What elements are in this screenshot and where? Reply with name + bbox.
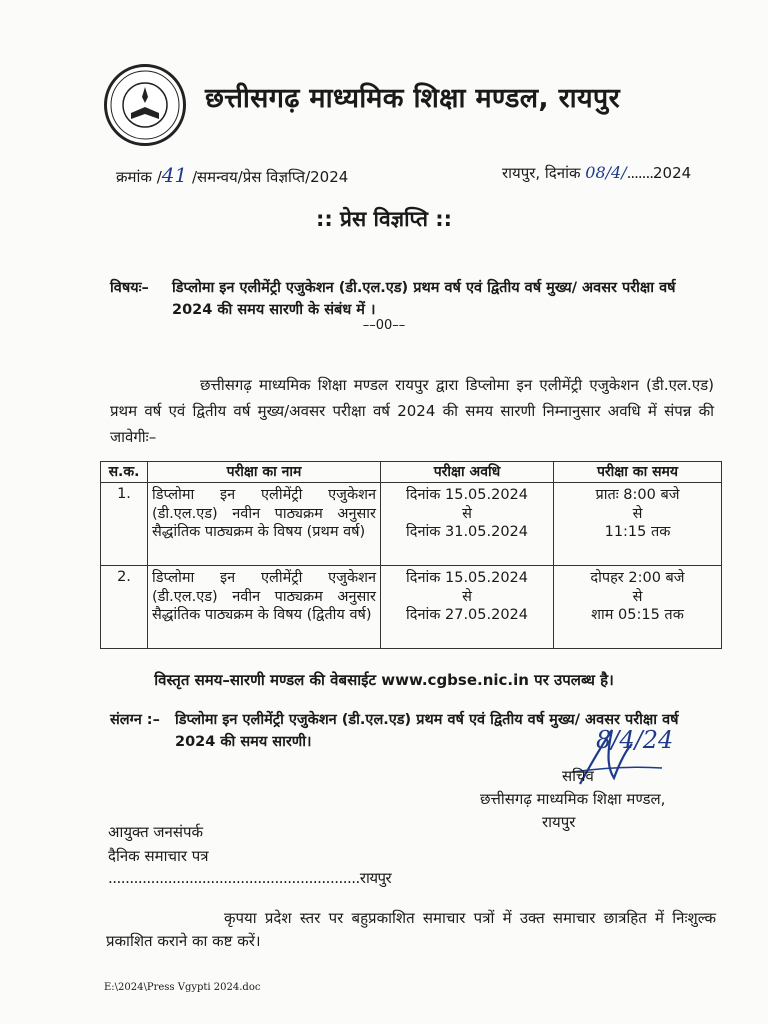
reference-suffix: /समन्वय/प्रेस विज्ञप्ति/2024 xyxy=(191,168,349,186)
website-notice: विस्तृत समय–सारणी मण्डल की वेबसाईट www.cgbse.nic.in पर उपलब्ध है। xyxy=(154,671,614,689)
place-date-label: रायपुर, दिनांक xyxy=(502,164,581,182)
publication-request: कृपया प्रदेश स्तर पर बहुप्रकाशित समाचार पत्रों में उक्त समाचार छात्रहित में निःशुल्क प्रकाशित कराने का कष्ट करें। xyxy=(106,909,716,950)
attachment-text: डिप्लोमा इन एलीमेंट्री एजुकेशन (डी.एल.एड) प्रथम वर्ष एवं द्वितीय वर्ष मुख्य/ अवसर परीक्षा वर्ष 2024 की समय सारणी। xyxy=(175,712,679,750)
period-joiner: से xyxy=(462,588,472,605)
time-joiner: से xyxy=(632,588,643,605)
table-row xyxy=(101,483,722,566)
time-joiner: से xyxy=(632,505,643,522)
time-from: दोपहर 2:00 बजे xyxy=(590,570,685,586)
time-from: प्रातः 8:00 बजे xyxy=(595,487,680,503)
row-serial: 2. xyxy=(101,566,148,649)
time-to: 11:15 तक xyxy=(604,524,671,540)
signatory-title: सचिव xyxy=(562,767,594,785)
attachment-label: संलग्न :– xyxy=(110,712,160,728)
row-exam-name: डिप्लोमा इन एलीमेंट्री एजुकेशन (डी.एल.एड) नवीन पाठ्यक्रम अनुसार सैद्धांतिक पाठ्यक्रम के विषय (द्वितीय वर्ष) xyxy=(148,566,381,649)
signature-date: 8/4/24 xyxy=(596,726,674,754)
signatory-city: रायपुर xyxy=(542,813,576,831)
file-path: E:\2024\Press Vgypti 2024.doc xyxy=(104,982,261,993)
board-title: छत्तीसगढ़ माध्यमिक शिक्षा मण्डल, रायपुर xyxy=(205,83,620,114)
row-exam-period xyxy=(381,566,554,649)
recipient-line-1: आयुक्त जनसंपर्क xyxy=(108,823,204,841)
header-exam-period: परीक्षा अवधि xyxy=(381,462,554,483)
exam-schedule-table xyxy=(100,461,722,649)
subject-label: विषयः– xyxy=(110,280,149,296)
place-date: रायपुर, दिनांक 08/4/.......2024 xyxy=(502,163,692,182)
header-serial: स.क. xyxy=(101,462,148,483)
table-header-row xyxy=(101,462,722,483)
row-exam-time xyxy=(554,483,722,566)
row-serial: 1. xyxy=(101,483,148,566)
period-to: दिनांक 31.05.2024 xyxy=(405,524,529,540)
date-year: 2024 xyxy=(653,164,692,182)
press-release-heading: :: प्रेस विज्ञप्ति :: xyxy=(315,207,453,231)
row-exam-name: डिप्लोमा इन एलीमेंट्री एजुकेशन (डी.एल.एड) नवीन पाठ्यक्रम अनुसार सैद्धांतिक पाठ्यक्रम के विषय (प्रथम वर्ष) xyxy=(148,483,381,566)
header-exam-time: परीक्षा का समय xyxy=(554,462,722,483)
time-to: शाम 05:15 तक xyxy=(591,607,684,623)
header-exam-name: परीक्षा का नाम xyxy=(148,462,381,483)
row-exam-time xyxy=(554,566,722,649)
reference-number: क्रमांक /41 /समन्वय/प्रेस विज्ञप्ति/2024 xyxy=(116,163,349,187)
signatory-organization: छत्तीसगढ़ माध्यमिक शिक्षा मण्डल, xyxy=(480,790,666,808)
body-paragraph: छत्तीसगढ़ माध्यमिक शिक्षा मण्डल रायपुर द्वारा डिप्लोमा इन एलीमेंट्री एजुकेशन (डी.एल.एड) प्रथम वर्ष एवं द्वितीय वर्ष मुख्य/अवसर परीक्षा वर्ष 2024 की समय सारणी निम्नानुसार अवधि में संपन्न की जावेगीः– xyxy=(110,376,714,446)
subject-text: डिप्लोमा इन एलीमेंट्री एजुकेशन (डी.एल.एड) प्रथम वर्ष एवं द्वितीय वर्ष मुख्य/ अवसर परीक्षा वर्ष 2024 की समय सारणी के संबंध में । xyxy=(172,280,676,318)
period-from: दिनांक 15.05.2024 xyxy=(405,487,529,503)
recipient-line-3: ...........................................................रायपुर xyxy=(108,869,392,887)
date-handwritten: 08/4/ xyxy=(585,163,627,182)
row-exam-period xyxy=(381,483,554,566)
period-from: दिनांक 15.05.2024 xyxy=(405,570,529,586)
period-joiner: से xyxy=(462,505,472,522)
board-seal-logo xyxy=(104,64,186,146)
period-to: दिनांक 27.05.2024 xyxy=(405,607,529,623)
table-row xyxy=(101,566,722,649)
subject-divider: ––00–– xyxy=(362,318,406,333)
reference-number-handwritten: 41 xyxy=(161,163,188,187)
reference-prefix: क्रमांक xyxy=(116,168,152,186)
recipient-line-2: दैनिक समाचार पत्र xyxy=(108,847,209,865)
